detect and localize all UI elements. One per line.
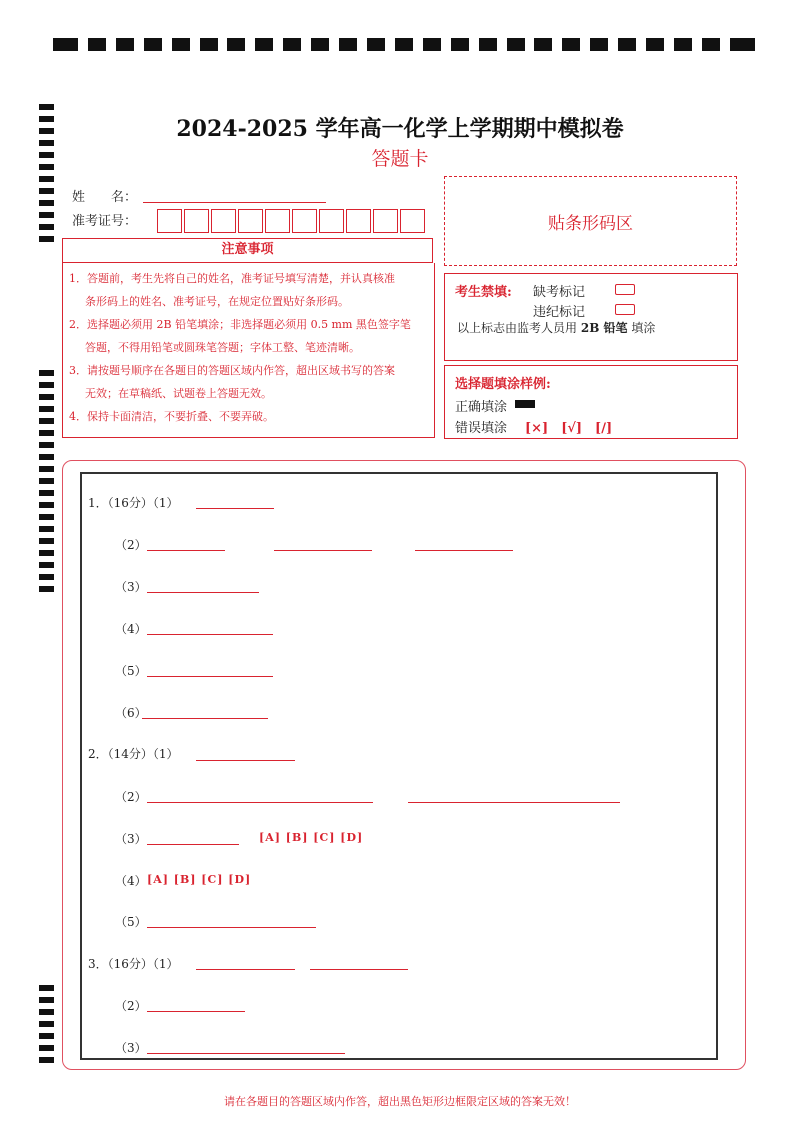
notice-item: 1．答题前，考生先将自己的姓名，准考证号填写清楚，并认真核准 — [69, 272, 395, 285]
wrong-fill-label: 错误填涂 — [455, 421, 508, 436]
q2-part4-options[interactable]: [A] [B] [C] [D] — [147, 873, 252, 886]
wrong-fill-marks: [×] [√] [/] — [525, 421, 613, 436]
q2-part3-options[interactable]: [A] [B] [C] [D] — [259, 831, 364, 844]
timing-marks-left-3 — [39, 985, 54, 1069]
notice-item: 3．请按题号顺序在各题目的答题区域内作答，超出区域书写的答案 — [69, 364, 395, 377]
timing-marks-left-2 — [39, 370, 54, 598]
answer-blank[interactable] — [147, 592, 259, 593]
answer-blank[interactable] — [147, 1053, 345, 1054]
notice-item: 条形码上的姓名、准考证号，在规定位置贴好条形码。 — [85, 295, 349, 308]
answer-blank[interactable] — [147, 802, 373, 803]
q1-part3-label: （3） — [115, 580, 147, 594]
q2-part3-label: （3） — [115, 832, 147, 846]
answer-blank[interactable] — [310, 969, 408, 970]
absent-mark[interactable] — [615, 284, 635, 295]
answer-blank[interactable] — [142, 718, 268, 719]
notice-item: 2．选择题必须用 2B 铅笔填涂；非选择题必须用 0.5 mm 黑色签字笔 — [69, 318, 411, 331]
notice-item: 无效；在草稿纸、试题卷上答题无效。 — [85, 387, 272, 400]
correct-fill-label: 正确填涂 — [455, 400, 508, 415]
answer-blank[interactable] — [147, 1011, 245, 1012]
correct-fill-mark — [515, 400, 535, 408]
name-label: 姓 名： — [72, 190, 138, 205]
notice-item: 答题，不得用铅笔或圆珠笔答题；字体工整、笔迹清晰。 — [85, 341, 360, 354]
q3-label: 3．（16分）（1） — [88, 957, 179, 971]
answer-blank[interactable] — [196, 969, 295, 970]
q1-part6-label: （6） — [115, 706, 147, 720]
examiner-only-title: 考生禁填: — [455, 285, 512, 300]
notice-item: 4．保持卡面清洁，不要折叠、不要弄破。 — [69, 410, 274, 423]
q2-part2-label: （2） — [115, 790, 147, 804]
q1-part2-label: （2） — [115, 538, 147, 552]
answer-blank[interactable] — [147, 676, 273, 677]
fill-sample-title: 选择题填涂样例: — [455, 377, 551, 392]
examiner-note: 以上标志由监考人员用 2B 铅笔 填涂 — [457, 321, 656, 335]
notice-title: 注意事项 — [62, 238, 433, 263]
q1-part5-label: （5） — [115, 664, 147, 678]
exam-subtitle: 答题卡 — [371, 148, 429, 170]
footer-warning: 请在各题目的答题区域内作答，超出黑色矩形边框限定区域的答案无效！ — [224, 1095, 576, 1108]
answer-blank[interactable] — [147, 550, 225, 551]
answer-blank[interactable] — [147, 844, 239, 845]
answer-blank[interactable] — [147, 927, 316, 928]
q1-label: 1．（16分）（1） — [88, 496, 179, 510]
answer-blank[interactable] — [196, 508, 274, 509]
answer-blank[interactable] — [415, 550, 513, 551]
fill-sample-box — [444, 365, 738, 439]
exam-title: 2024-2025 学年高一化学上学期期中模拟卷 — [176, 116, 624, 142]
q1-part4-label: （4） — [115, 622, 147, 636]
violation-label: 违纪标记 — [533, 305, 586, 320]
id-label: 准考证号： — [72, 214, 138, 229]
violation-mark[interactable] — [615, 304, 635, 315]
timing-marks-top — [53, 38, 755, 51]
q2-part4-label: （4） — [115, 874, 147, 888]
answer-blank[interactable] — [408, 802, 620, 803]
answer-blank[interactable] — [274, 550, 372, 551]
name-field[interactable] — [143, 202, 326, 203]
q2-label: 2．（14分）（1） — [88, 747, 179, 761]
answer-blank[interactable] — [147, 634, 273, 635]
examiner-only-box — [444, 273, 738, 361]
answer-blank[interactable] — [196, 760, 295, 761]
q3-part2-label: （2） — [115, 999, 147, 1013]
absent-label: 缺考标记 — [533, 285, 586, 300]
q2-part5-label: （5） — [115, 915, 147, 929]
notice-body — [62, 263, 435, 438]
q3-part3-label: （3） — [115, 1041, 147, 1055]
barcode-area: 贴条形码区 — [444, 176, 737, 266]
id-number-boxes[interactable] — [157, 209, 427, 233]
